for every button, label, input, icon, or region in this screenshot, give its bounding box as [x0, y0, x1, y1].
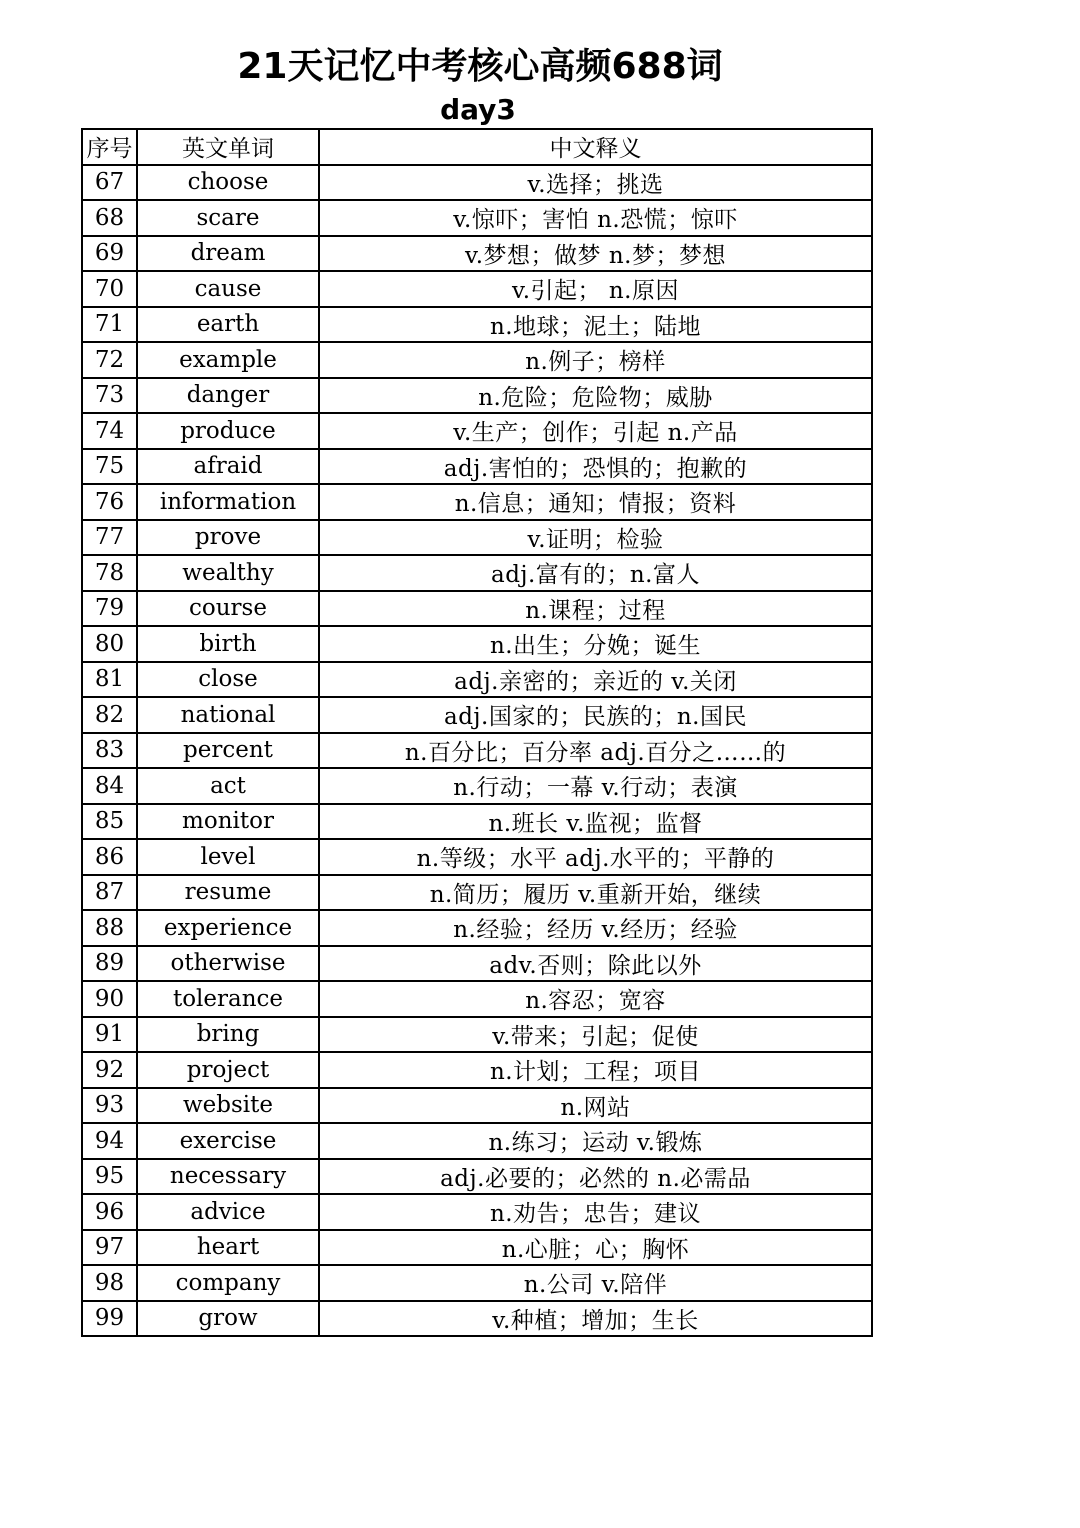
- row-number: 70: [82, 271, 137, 307]
- row-number: 88: [82, 910, 137, 946]
- header-num: 序号: [82, 129, 137, 165]
- row-word: grow: [137, 1301, 319, 1337]
- row-definition: n.容忍；宽容: [319, 981, 872, 1017]
- row-number: 96: [82, 1194, 137, 1230]
- row-number: 94: [82, 1123, 137, 1159]
- row-definition: v.引起； n.原因: [319, 271, 872, 307]
- table-row: [82, 1088, 872, 1124]
- row-number: 95: [82, 1159, 137, 1195]
- row-number: 76: [82, 484, 137, 520]
- row-number: 74: [82, 413, 137, 449]
- table-row: [82, 271, 872, 307]
- table-row: [82, 591, 872, 627]
- row-definition: v.种植；增加；生长: [319, 1301, 872, 1337]
- row-number: 80: [82, 626, 137, 662]
- row-definition: v.选择；挑选: [319, 165, 872, 201]
- row-word: earth: [137, 307, 319, 343]
- row-number: 78: [82, 555, 137, 591]
- row-definition: n.公司 v.陪伴: [319, 1265, 872, 1301]
- row-definition: adj.必要的；必然的 n.必需品: [319, 1159, 872, 1195]
- row-definition: v.惊吓；害怕 n.恐慌；惊吓: [319, 200, 872, 236]
- row-word: information: [137, 484, 319, 520]
- row-word: website: [137, 1088, 319, 1124]
- row-word: national: [137, 697, 319, 733]
- row-number: 81: [82, 662, 137, 698]
- row-word: resume: [137, 875, 319, 911]
- row-word: cause: [137, 271, 319, 307]
- row-definition: n.经验；经历 v.经历；经验: [319, 910, 872, 946]
- table-row: [82, 839, 872, 875]
- row-word: choose: [137, 165, 319, 201]
- table-row: [82, 413, 872, 449]
- vocabulary-table: [81, 128, 873, 1337]
- table-row: [82, 520, 872, 556]
- row-word: exercise: [137, 1123, 319, 1159]
- table-row: [82, 378, 872, 414]
- table-row: [82, 1265, 872, 1301]
- row-word: close: [137, 662, 319, 698]
- row-word: bring: [137, 1017, 319, 1053]
- table-row: [82, 307, 872, 343]
- table-row: [82, 1052, 872, 1088]
- row-definition: n.网站: [319, 1088, 872, 1124]
- row-number: 71: [82, 307, 137, 343]
- table-row: [82, 910, 872, 946]
- row-word: produce: [137, 413, 319, 449]
- row-number: 92: [82, 1052, 137, 1088]
- row-definition: v.证明；检验: [319, 520, 872, 556]
- table-row: [82, 946, 872, 982]
- header-definition: 中文释义: [319, 129, 872, 165]
- row-word: dream: [137, 236, 319, 272]
- row-word: project: [137, 1052, 319, 1088]
- table-row: [82, 236, 872, 272]
- table-row: [82, 662, 872, 698]
- row-number: 99: [82, 1301, 137, 1337]
- row-number: 77: [82, 520, 137, 556]
- table-row: [82, 626, 872, 662]
- row-number: 67: [82, 165, 137, 201]
- table-row: [82, 697, 872, 733]
- row-number: 91: [82, 1017, 137, 1053]
- row-word: course: [137, 591, 319, 627]
- row-definition: n.心脏；心；胸怀: [319, 1230, 872, 1266]
- row-word: afraid: [137, 449, 319, 485]
- row-number: 69: [82, 236, 137, 272]
- table-row: [82, 484, 872, 520]
- row-definition: n.例子；榜样: [319, 342, 872, 378]
- row-word: level: [137, 839, 319, 875]
- row-word: prove: [137, 520, 319, 556]
- row-definition: adj.亲密的；亲近的 v.关闭: [319, 662, 872, 698]
- row-definition: n.危险；危险物；威胁: [319, 378, 872, 414]
- page-subtitle: day3: [440, 93, 516, 126]
- row-word: wealthy: [137, 555, 319, 591]
- row-definition: n.计划；工程；项目: [319, 1052, 872, 1088]
- row-word: birth: [137, 626, 319, 662]
- row-definition: adj.富有的；n.富人: [319, 555, 872, 591]
- row-definition: v.梦想；做梦 n.梦；梦想: [319, 236, 872, 272]
- row-number: 87: [82, 875, 137, 911]
- table-row: [82, 1123, 872, 1159]
- row-word: heart: [137, 1230, 319, 1266]
- table-row: [82, 804, 872, 840]
- row-definition: n.等级；水平 adj.水平的；平静的: [319, 839, 872, 875]
- row-number: 75: [82, 449, 137, 485]
- row-definition: n.百分比；百分率 adj.百分之……的: [319, 733, 872, 769]
- row-number: 82: [82, 697, 137, 733]
- table-row: [82, 733, 872, 769]
- row-word: danger: [137, 378, 319, 414]
- row-definition: n.信息；通知；情报；资料: [319, 484, 872, 520]
- row-number: 73: [82, 378, 137, 414]
- table-row: [82, 981, 872, 1017]
- row-number: 84: [82, 768, 137, 804]
- row-word: scare: [137, 200, 319, 236]
- row-definition: n.行动；一幕 v.行动；表演: [319, 768, 872, 804]
- row-word: example: [137, 342, 319, 378]
- row-word: advice: [137, 1194, 319, 1230]
- row-word: experience: [137, 910, 319, 946]
- row-number: 98: [82, 1265, 137, 1301]
- table-body: [82, 165, 872, 1337]
- table-row: [82, 1230, 872, 1266]
- row-definition: v.生产；创作；引起 n.产品: [319, 413, 872, 449]
- row-definition: adv.否则；除此以外: [319, 946, 872, 982]
- row-number: 72: [82, 342, 137, 378]
- row-word: otherwise: [137, 946, 319, 982]
- table-row: [82, 875, 872, 911]
- row-number: 90: [82, 981, 137, 1017]
- row-number: 85: [82, 804, 137, 840]
- row-definition: n.劝告；忠告；建议: [319, 1194, 872, 1230]
- row-definition: n.班长 v.监视；监督: [319, 804, 872, 840]
- table-row: [82, 165, 872, 201]
- row-word: tolerance: [137, 981, 319, 1017]
- table-row: [82, 1159, 872, 1195]
- row-word: company: [137, 1265, 319, 1301]
- row-number: 83: [82, 733, 137, 769]
- row-number: 97: [82, 1230, 137, 1266]
- row-word: act: [137, 768, 319, 804]
- row-word: necessary: [137, 1159, 319, 1195]
- row-word: percent: [137, 733, 319, 769]
- row-definition: n.练习；运动 v.锻炼: [319, 1123, 872, 1159]
- page-title: 21天记忆中考核心高频688词: [237, 46, 723, 87]
- row-number: 89: [82, 946, 137, 982]
- header-word: 英文单词: [137, 129, 319, 165]
- row-word: monitor: [137, 804, 319, 840]
- row-definition: adj.害怕的；恐惧的；抱歉的: [319, 449, 872, 485]
- table-row: [82, 200, 872, 236]
- table-row: [82, 449, 872, 485]
- row-number: 93: [82, 1088, 137, 1124]
- table-header-row: [82, 129, 872, 165]
- row-definition: v.带来；引起；促使: [319, 1017, 872, 1053]
- row-definition: n.地球；泥土；陆地: [319, 307, 872, 343]
- table-row: [82, 1017, 872, 1053]
- row-number: 86: [82, 839, 137, 875]
- row-number: 79: [82, 591, 137, 627]
- row-definition: n.课程；过程: [319, 591, 872, 627]
- table-row: [82, 768, 872, 804]
- table-row: [82, 1194, 872, 1230]
- row-definition: n.出生；分娩；诞生: [319, 626, 872, 662]
- table-row: [82, 1301, 872, 1337]
- row-definition: n.简历；履历 v.重新开始，继续: [319, 875, 872, 911]
- table-row: [82, 555, 872, 591]
- row-number: 68: [82, 200, 137, 236]
- table-row: [82, 342, 872, 378]
- row-definition: adj.国家的；民族的；n.国民: [319, 697, 872, 733]
